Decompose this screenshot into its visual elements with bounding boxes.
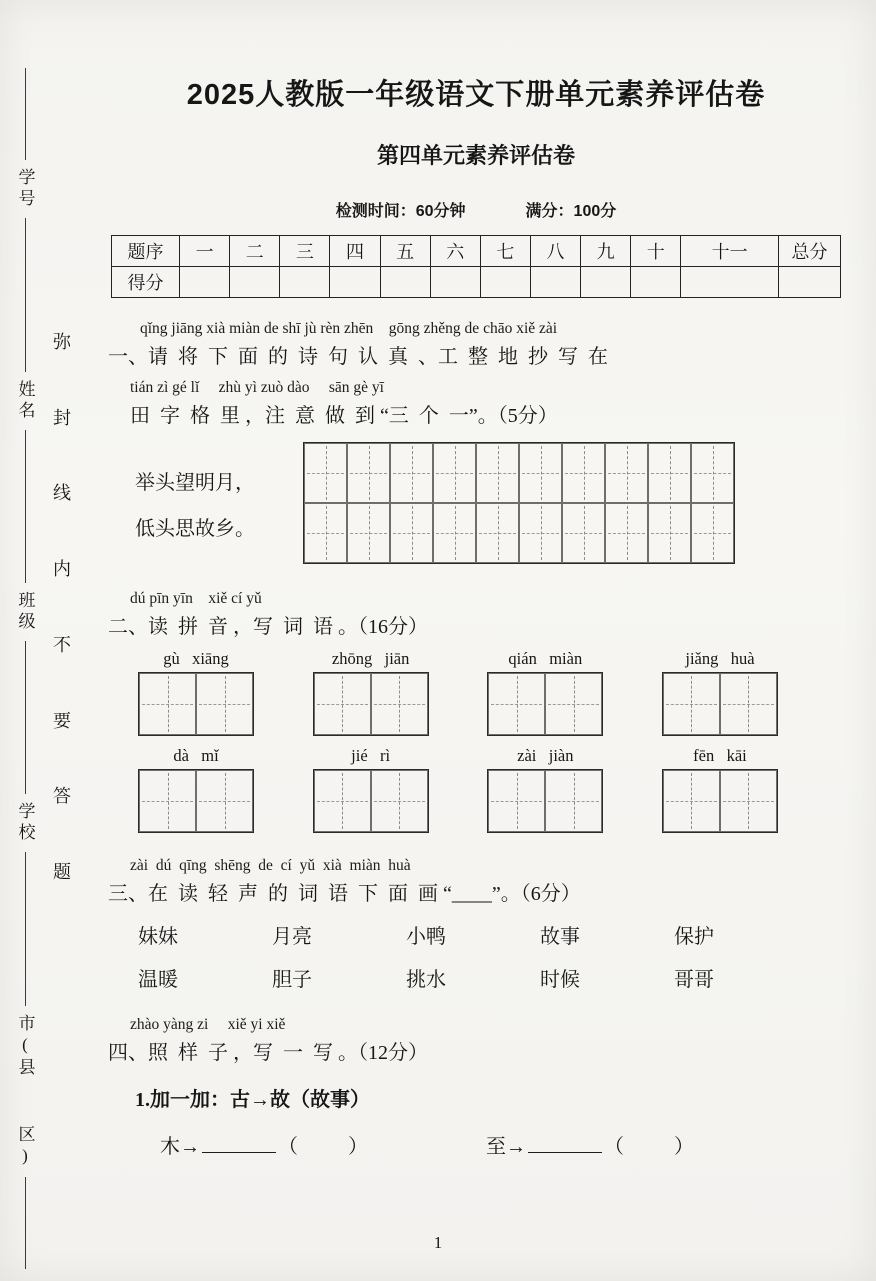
answer-box bbox=[662, 769, 778, 833]
poem-copy-area bbox=[100, 442, 852, 564]
tianzige-cell bbox=[648, 443, 691, 503]
word: 胆子 bbox=[272, 969, 312, 991]
tianzige-cell bbox=[314, 673, 371, 735]
tianzige-cell bbox=[545, 673, 602, 735]
tianzige-cell bbox=[304, 503, 347, 563]
section2-text: 二、读 拼 音 ，写 词 语 。（16分） bbox=[108, 616, 428, 638]
margin-rule bbox=[25, 641, 26, 794]
tianzige-cell bbox=[663, 770, 720, 832]
score-header-cell: 四 bbox=[330, 236, 380, 267]
tianzige-cell bbox=[562, 503, 605, 563]
word-pinyin: dà mǐ bbox=[173, 746, 219, 765]
tianzige-cell bbox=[663, 673, 720, 735]
word: 小鸭 bbox=[406, 926, 446, 948]
margin-rule bbox=[25, 68, 26, 160]
tianzige-cell bbox=[304, 443, 347, 503]
score-header-cell: 六 bbox=[430, 236, 480, 267]
word-writing-row-2 bbox=[138, 746, 778, 833]
word: 哥哥 bbox=[674, 969, 714, 991]
score-header-cell: 总分 bbox=[779, 236, 841, 267]
margin-rule bbox=[25, 852, 26, 1005]
seal-char: 不 bbox=[53, 634, 71, 655]
tianzige-cell bbox=[476, 503, 519, 563]
practice-item-suffix: （ ） bbox=[604, 1136, 694, 1158]
word-item bbox=[313, 649, 429, 736]
word-choice-row-1 bbox=[138, 920, 714, 949]
tianzige-cell bbox=[371, 673, 428, 735]
section3-pinyin: zài dú qīng shēng de cí yǔ xià miàn huà bbox=[130, 857, 411, 874]
score-cell bbox=[430, 267, 480, 298]
score-header-cell: 八 bbox=[530, 236, 580, 267]
tianzige-cell bbox=[648, 503, 691, 563]
answer-box bbox=[662, 672, 778, 736]
word-item bbox=[138, 649, 254, 736]
word-item bbox=[487, 746, 603, 833]
tianzige-cell bbox=[476, 443, 519, 503]
word: 温暖 bbox=[138, 969, 178, 991]
margin-rule bbox=[25, 430, 26, 583]
page-subtitle: 第四单元素养评估卷 bbox=[376, 143, 575, 168]
tianzige-cell bbox=[139, 770, 196, 832]
section-4 bbox=[100, 1016, 852, 1159]
section4-text: 四、照 样 子 ，写 一 写 。（12分） bbox=[108, 1042, 428, 1064]
answer-box bbox=[313, 769, 429, 833]
word-pinyin: zài jiàn bbox=[517, 746, 574, 765]
tianzige-cell bbox=[433, 443, 476, 503]
tianzige-cell bbox=[139, 673, 196, 735]
score-cell bbox=[631, 267, 681, 298]
tianzige-cell bbox=[519, 443, 562, 503]
section-3 bbox=[100, 857, 852, 992]
tianzige-cell bbox=[720, 673, 777, 735]
score-cell bbox=[480, 267, 530, 298]
score-header-cell: 五 bbox=[380, 236, 430, 267]
tianzige-cell bbox=[390, 443, 433, 503]
seal-char: 答 bbox=[53, 786, 71, 807]
score-header-cell: 一 bbox=[180, 236, 230, 267]
tianzige-cell bbox=[347, 443, 390, 503]
student-info-column bbox=[10, 68, 40, 1269]
score-table bbox=[111, 235, 841, 298]
page-number: 1 bbox=[433, 1233, 443, 1252]
score-cell bbox=[581, 267, 631, 298]
practice-item-2 bbox=[486, 1130, 694, 1159]
word-pinyin: jié rì bbox=[351, 746, 391, 765]
seal-char: 要 bbox=[53, 710, 71, 731]
tianzige-cell bbox=[196, 770, 253, 832]
score-header-cell: 七 bbox=[480, 236, 530, 267]
score-table-header-row bbox=[112, 236, 841, 267]
section-1 bbox=[100, 320, 852, 564]
answer-box bbox=[138, 672, 254, 736]
exam-content bbox=[100, 0, 852, 1159]
answer-box bbox=[138, 769, 254, 833]
score-cell bbox=[779, 267, 841, 298]
word: 保护 bbox=[674, 926, 714, 948]
word-pinyin: qián miàn bbox=[508, 649, 583, 668]
tianzige-cell bbox=[347, 503, 390, 563]
tianzige-cell bbox=[562, 443, 605, 503]
seal-char: 线 bbox=[53, 483, 71, 504]
student-field-name: 姓名 bbox=[15, 379, 35, 422]
answer-box bbox=[487, 769, 603, 833]
word-pinyin: fēn kāi bbox=[693, 746, 747, 765]
student-field-city: 市(县 区) bbox=[15, 1013, 35, 1169]
section1-pinyin-line2: tián zì gé lǐ zhù yì zuò dào sān gè yī bbox=[130, 379, 384, 396]
tianzige-cell bbox=[371, 770, 428, 832]
word-item bbox=[313, 746, 429, 833]
practice-item-1 bbox=[160, 1130, 368, 1159]
word: 时候 bbox=[540, 969, 580, 991]
seal-line-column bbox=[48, 328, 76, 884]
score-cell bbox=[180, 267, 230, 298]
seal-char: 题 bbox=[53, 861, 71, 882]
seal-char: 封 bbox=[53, 407, 71, 428]
word-choice-row-2 bbox=[138, 963, 714, 992]
tianzige-cell bbox=[720, 770, 777, 832]
word-item bbox=[662, 649, 778, 736]
score-header-cell: 九 bbox=[581, 236, 631, 267]
word-pinyin: zhōng jiān bbox=[331, 649, 410, 668]
student-field-school: 学校 bbox=[15, 802, 35, 845]
section-2 bbox=[100, 590, 852, 833]
practice-item-prefix: 至→ bbox=[486, 1136, 526, 1158]
score-cell bbox=[230, 267, 280, 298]
student-field-number: 学号 bbox=[15, 168, 35, 211]
margin-rule bbox=[25, 218, 26, 371]
exam-info-line bbox=[100, 198, 852, 221]
tianzige-cell bbox=[519, 503, 562, 563]
section1-text-line2: 田 字 格 里 ，注 意 做 到 “三 个 一”。（5分） bbox=[130, 405, 558, 427]
tianzige-cell bbox=[605, 443, 648, 503]
practice-item-suffix: （ ） bbox=[278, 1136, 368, 1158]
practice-item-prefix: 木→ bbox=[160, 1136, 200, 1158]
seal-char: 内 bbox=[53, 559, 71, 580]
poem-line-2: 低头思故乡。 bbox=[135, 518, 255, 540]
score-cell bbox=[530, 267, 580, 298]
score-cell bbox=[280, 267, 330, 298]
answer-blank bbox=[202, 1131, 276, 1153]
word-item bbox=[662, 746, 778, 833]
exam-time: 检测时间：60分钟 bbox=[335, 203, 466, 220]
section1-text-line1: 一、请 将 下 面 的 诗 句 认 真 、工 整 地 抄 写 在 bbox=[108, 346, 608, 368]
tianzige-cell bbox=[433, 503, 476, 563]
tianzige-cell bbox=[691, 503, 734, 563]
exam-full-score: 满分：100分 bbox=[525, 203, 617, 220]
answer-box bbox=[313, 672, 429, 736]
score-cell bbox=[330, 267, 380, 298]
word: 妹妹 bbox=[138, 926, 178, 948]
poem-line-1: 举头望明月， bbox=[135, 472, 255, 494]
section1-pinyin-line1: qǐng jiāng xià miàn de shī jù rèn zhēn gōng zhěng de chāo xiě zài bbox=[140, 320, 558, 337]
answer-blank bbox=[528, 1131, 602, 1153]
word-writing-row-1 bbox=[138, 649, 778, 736]
word-item bbox=[487, 649, 603, 736]
score-header-cell: 十 bbox=[631, 236, 681, 267]
score-cell bbox=[681, 267, 779, 298]
word-pinyin: gù xiāng bbox=[163, 649, 229, 668]
seal-char: 弥 bbox=[53, 332, 71, 352]
word: 月亮 bbox=[272, 926, 312, 948]
score-header-cell: 题序 bbox=[112, 236, 180, 267]
word: 故事 bbox=[540, 926, 580, 948]
word-item bbox=[138, 746, 254, 833]
tianzige-cell bbox=[488, 770, 545, 832]
section4-pinyin: zhào yàng zi xiě yi xiě bbox=[130, 1016, 286, 1033]
word-pinyin: jiǎng huà bbox=[685, 649, 755, 668]
tianzige-cell bbox=[196, 673, 253, 735]
answer-box bbox=[487, 672, 603, 736]
score-header-cell: 十一 bbox=[681, 236, 779, 267]
tianzige-cell bbox=[314, 770, 371, 832]
tianzige-cell bbox=[605, 503, 648, 563]
tianzige-cell bbox=[545, 770, 602, 832]
poem-text bbox=[135, 460, 303, 564]
tianzige-cell bbox=[390, 503, 433, 563]
score-row-label: 得分 bbox=[112, 267, 180, 298]
score-cell bbox=[380, 267, 430, 298]
student-field-class: 班级 bbox=[15, 591, 35, 634]
tianzige-cell bbox=[488, 673, 545, 735]
tianzige-cell bbox=[691, 443, 734, 503]
section2-pinyin: dú pīn yīn xiě cí yǔ bbox=[130, 590, 262, 607]
score-table-score-row bbox=[112, 267, 841, 298]
word: 挑水 bbox=[406, 969, 446, 991]
copy-writing-grid bbox=[303, 442, 735, 564]
section3-text: 三、在 读 轻 声 的 词 语 下 面 画 “____”。（6分） bbox=[108, 883, 581, 905]
practice-items bbox=[160, 1130, 852, 1159]
score-header-cell: 二 bbox=[230, 236, 280, 267]
section4-example: 1.加一加：古→故（故事） bbox=[135, 1089, 370, 1111]
margin-rule bbox=[25, 1177, 26, 1269]
score-header-cell: 三 bbox=[280, 236, 330, 267]
page-title: 2025人教版一年级语文下册单元素养评估卷 bbox=[186, 79, 766, 111]
